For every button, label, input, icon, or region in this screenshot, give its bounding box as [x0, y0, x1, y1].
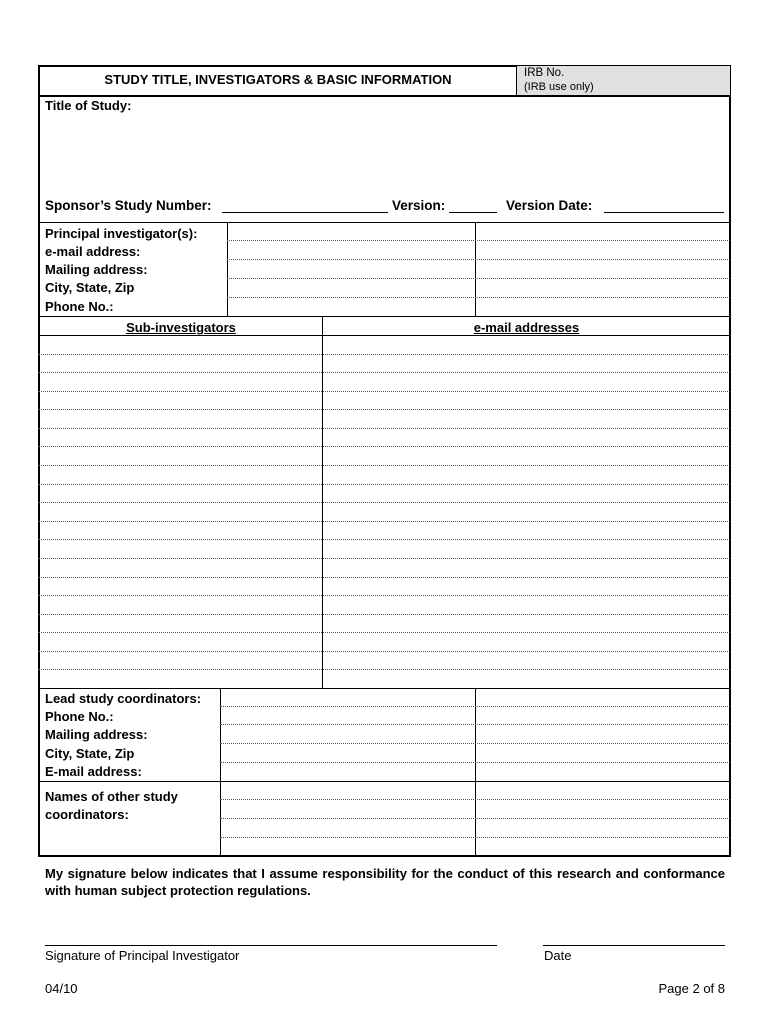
subinvestigator-row[interactable]: [38, 409, 730, 410]
subinvestigator-row[interactable]: [38, 372, 730, 373]
other-coord-field-row[interactable]: [220, 837, 730, 838]
responsibility-statement: My signature below indicates that I assume responsibility for the conduct of this research and conformance with human subject protection regulations.: [45, 866, 725, 898]
pi-city-label: City, State, Zip: [45, 280, 135, 295]
subinvestigator-row[interactable]: [38, 391, 730, 392]
divider: [220, 688, 221, 856]
pi-field-row[interactable]: [227, 297, 730, 298]
subinvestigators-header: Sub-investigators: [126, 320, 236, 335]
coord-mailing-label: Mailing address:: [45, 727, 148, 742]
divider: [475, 688, 476, 856]
divider: [38, 222, 731, 223]
other-coord-field-row[interactable]: [220, 818, 730, 819]
title-of-study-field[interactable]: [42, 118, 728, 194]
coord-field-row[interactable]: [220, 706, 730, 707]
pi-field-row[interactable]: [227, 259, 730, 260]
coord-field-row[interactable]: [220, 743, 730, 744]
irb-use-note: (IRB use only): [524, 81, 594, 93]
subinvestigator-row[interactable]: [38, 614, 730, 615]
subinvestigator-row[interactable]: [38, 484, 730, 485]
subinvestigator-row[interactable]: [38, 428, 730, 429]
pi-phone-label: Phone No.:: [45, 299, 114, 314]
divider: [227, 222, 228, 316]
divider: [38, 316, 731, 317]
email-addresses-header: e-mail addresses: [473, 320, 580, 335]
version-date-label: Version Date:: [506, 198, 593, 213]
irb-number-label: IRB No.: [524, 67, 565, 79]
pi-email-label: e-mail address:: [45, 244, 141, 259]
subinvestigator-row[interactable]: [38, 577, 730, 578]
divider: [38, 95, 731, 97]
page-number: Page 2 of 8: [658, 981, 725, 996]
subinvestigator-row[interactable]: [38, 558, 730, 559]
section-title: STUDY TITLE, INVESTIGATORS & BASIC INFORMATION: [104, 72, 452, 87]
other-coord-field-row[interactable]: [220, 799, 730, 800]
subinvestigator-row[interactable]: [38, 465, 730, 466]
subinvestigator-row[interactable]: [38, 446, 730, 447]
subinvestigator-row[interactable]: [38, 651, 730, 652]
subinvestigator-row[interactable]: [38, 521, 730, 522]
revision-date: 04/10: [45, 981, 78, 996]
subinvestigator-row[interactable]: [38, 595, 730, 596]
title-of-study-label: Title of Study:: [45, 98, 132, 113]
coord-field-row[interactable]: [220, 724, 730, 725]
sponsor-study-number-field[interactable]: [222, 212, 388, 213]
subinvestigator-row[interactable]: [38, 632, 730, 633]
pi-label: Principal investigator(s):: [45, 226, 198, 241]
divider: [38, 335, 731, 336]
pi-mailing-label: Mailing address:: [45, 262, 148, 277]
version-date-field[interactable]: [604, 212, 724, 213]
coord-field-row[interactable]: [220, 762, 730, 763]
subinvestigator-row[interactable]: [38, 539, 730, 540]
subinvestigator-row[interactable]: [38, 354, 730, 355]
pi-signature-line[interactable]: [45, 945, 497, 946]
pi-field-row[interactable]: [227, 240, 730, 241]
date-line[interactable]: [543, 945, 725, 946]
date-label: Date: [544, 948, 572, 963]
divider: [38, 781, 731, 782]
divider: [475, 222, 476, 316]
divider: [38, 688, 731, 689]
lead-coordinators-label: Lead study coordinators:: [45, 691, 202, 706]
subinvestigator-row[interactable]: [38, 669, 730, 670]
coord-email-label: E-mail address:: [45, 764, 142, 779]
coord-city-label: City, State, Zip: [45, 746, 135, 761]
other-coordinators-label: Names of other study coordinators:: [45, 789, 178, 822]
version-label: Version:: [392, 198, 446, 213]
version-field[interactable]: [449, 212, 497, 213]
sponsor-study-number-label: Sponsor’s Study Number:: [45, 198, 212, 213]
pi-signature-label: Signature of Principal Investigator: [45, 948, 240, 963]
subinvestigator-row[interactable]: [38, 502, 730, 503]
coord-phone-label: Phone No.:: [45, 709, 114, 724]
pi-field-row[interactable]: [227, 278, 730, 279]
